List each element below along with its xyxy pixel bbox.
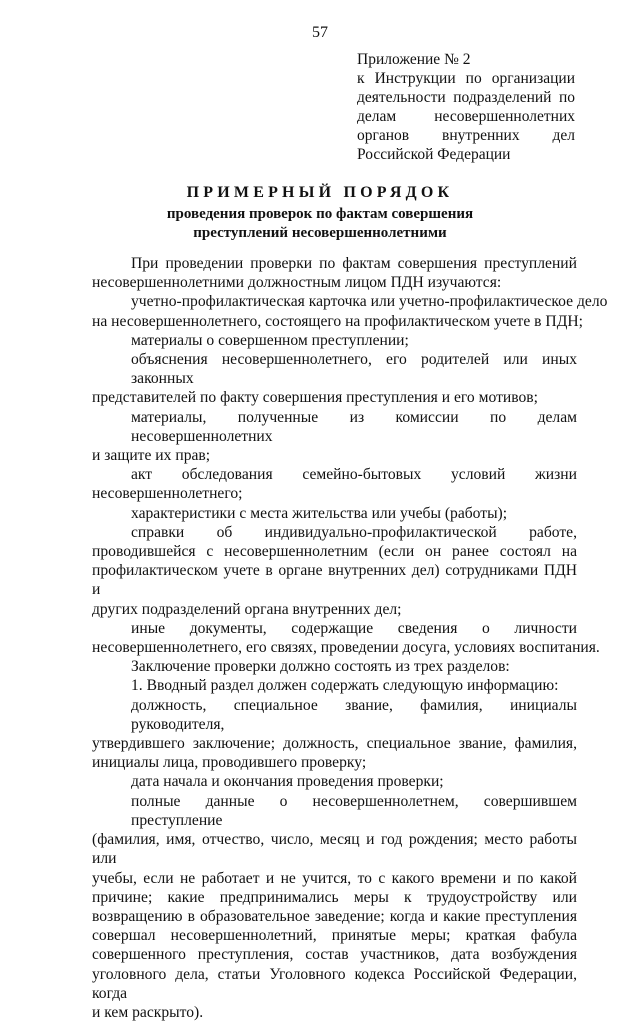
paragraph-line: Заключение проверки должно состоять из трех разделов: bbox=[131, 658, 510, 676]
paragraph-line: и защите их прав; bbox=[92, 447, 211, 465]
paragraph-line: уголовного дела, статьи Уголовного кодекса Российской Федерации, когда bbox=[92, 965, 577, 1002]
paragraph-line: на несовершеннолетнего, состоящего на профилактическом учете в ПДН; bbox=[92, 312, 583, 330]
paragraph-line: проводившейся с несовершеннолетним (если он ранее состоял на bbox=[92, 543, 577, 561]
subtitle-line: преступлений несовершеннолетними bbox=[193, 225, 447, 241]
paragraph-line: учетно-профилактическая карточка или учетно-профилактическое дело bbox=[131, 293, 608, 311]
page-number: 57 bbox=[312, 24, 328, 41]
paragraph-line: справки об индивидуально-профилактической работе, bbox=[131, 523, 577, 541]
paragraph-line: дата начала и окончания проведения проверки; bbox=[131, 773, 444, 791]
document-title: ПРИМЕРНЫЙ ПОРЯДОК bbox=[186, 184, 454, 201]
paragraph-line: несовершеннолетнего, его связях, проведении досуга, условиях воспитания. bbox=[92, 639, 600, 657]
subtitle-line: проведения проверок по фактам совершения bbox=[166, 206, 474, 222]
paragraph-line: полные данные о несовершеннолетнем, совершившем преступление bbox=[131, 792, 577, 829]
paragraph-line: совершал несовершеннолетний, принятые меры; краткая фабула bbox=[92, 927, 577, 945]
paragraph-line: совершенного преступления, состав участников, дата возбуждения bbox=[92, 946, 577, 964]
paragraph-line: При проведении проверки по фактам совершения преступлений bbox=[131, 255, 577, 272]
appendix-line: органов внутренних дел bbox=[357, 127, 575, 144]
paragraph-line: несовершеннолетними должностным лицом ПДН изучаются: bbox=[92, 274, 502, 292]
paragraph-line: утвердившего заключение; должность, специальное звание, фамилия, bbox=[92, 735, 577, 753]
paragraph-line: и кем раскрыто). bbox=[92, 1003, 204, 1021]
paragraph-line: учебы, если не работает и не учится, то с какого времени и по какой bbox=[92, 869, 577, 887]
paragraph-line: причине; какие предпринимались меры к трудоустройству или bbox=[92, 888, 577, 906]
paragraph-line: должность, специальное звание, фамилия, инициалы руководителя, bbox=[131, 696, 577, 733]
appendix-block bbox=[357, 50, 575, 164]
paragraph-line: материалы о совершенном преступлении; bbox=[131, 331, 409, 349]
paragraph-line: (фамилия, имя, отчество, число, месяц и год рождения; место работы или bbox=[92, 831, 577, 868]
paragraph-line: возвращению в образовательное заведение; когда и какие преступления bbox=[92, 907, 577, 925]
appendix-line: деятельности подразделений по bbox=[357, 89, 575, 106]
paragraph-line: объяснения несовершеннолетнего, его родителей или иных законных bbox=[131, 351, 577, 388]
paragraph-line: акт обследования семейно-бытовых условий жизни bbox=[131, 466, 577, 484]
paragraph-line: 1. Вводный раздел должен содержать следующую информацию: bbox=[131, 677, 559, 695]
paragraph-line: иные документы, содержащие сведения о личности bbox=[131, 619, 577, 637]
document-subtitle bbox=[0, 205, 640, 243]
appendix-line: делам несовершеннолетних bbox=[357, 108, 575, 125]
paragraph-line: характеристики с места жительства или учебы (работы); bbox=[131, 504, 508, 522]
paragraph-line: представителей по факту совершения преступления и его мотивов; bbox=[92, 389, 538, 407]
appendix-line: Российской Федерации bbox=[357, 146, 511, 163]
paragraph-line: других подразделений органа внутренних дел; bbox=[92, 600, 402, 618]
document-body bbox=[92, 254, 608, 1022]
appendix-line: к Инструкции по организации bbox=[357, 70, 575, 87]
paragraph-line: материалы, полученные из комиссии по делам несовершеннолетних bbox=[131, 408, 577, 445]
paragraph-line: инициалы лица, проводившего проверку; bbox=[92, 754, 367, 772]
appendix-title: Приложение № 2 bbox=[357, 51, 471, 68]
paragraph-line: несовершеннолетнего; bbox=[92, 485, 243, 503]
paragraph-line: профилактическом учете в органе внутренних дел) сотрудниками ПДН и bbox=[92, 562, 577, 599]
